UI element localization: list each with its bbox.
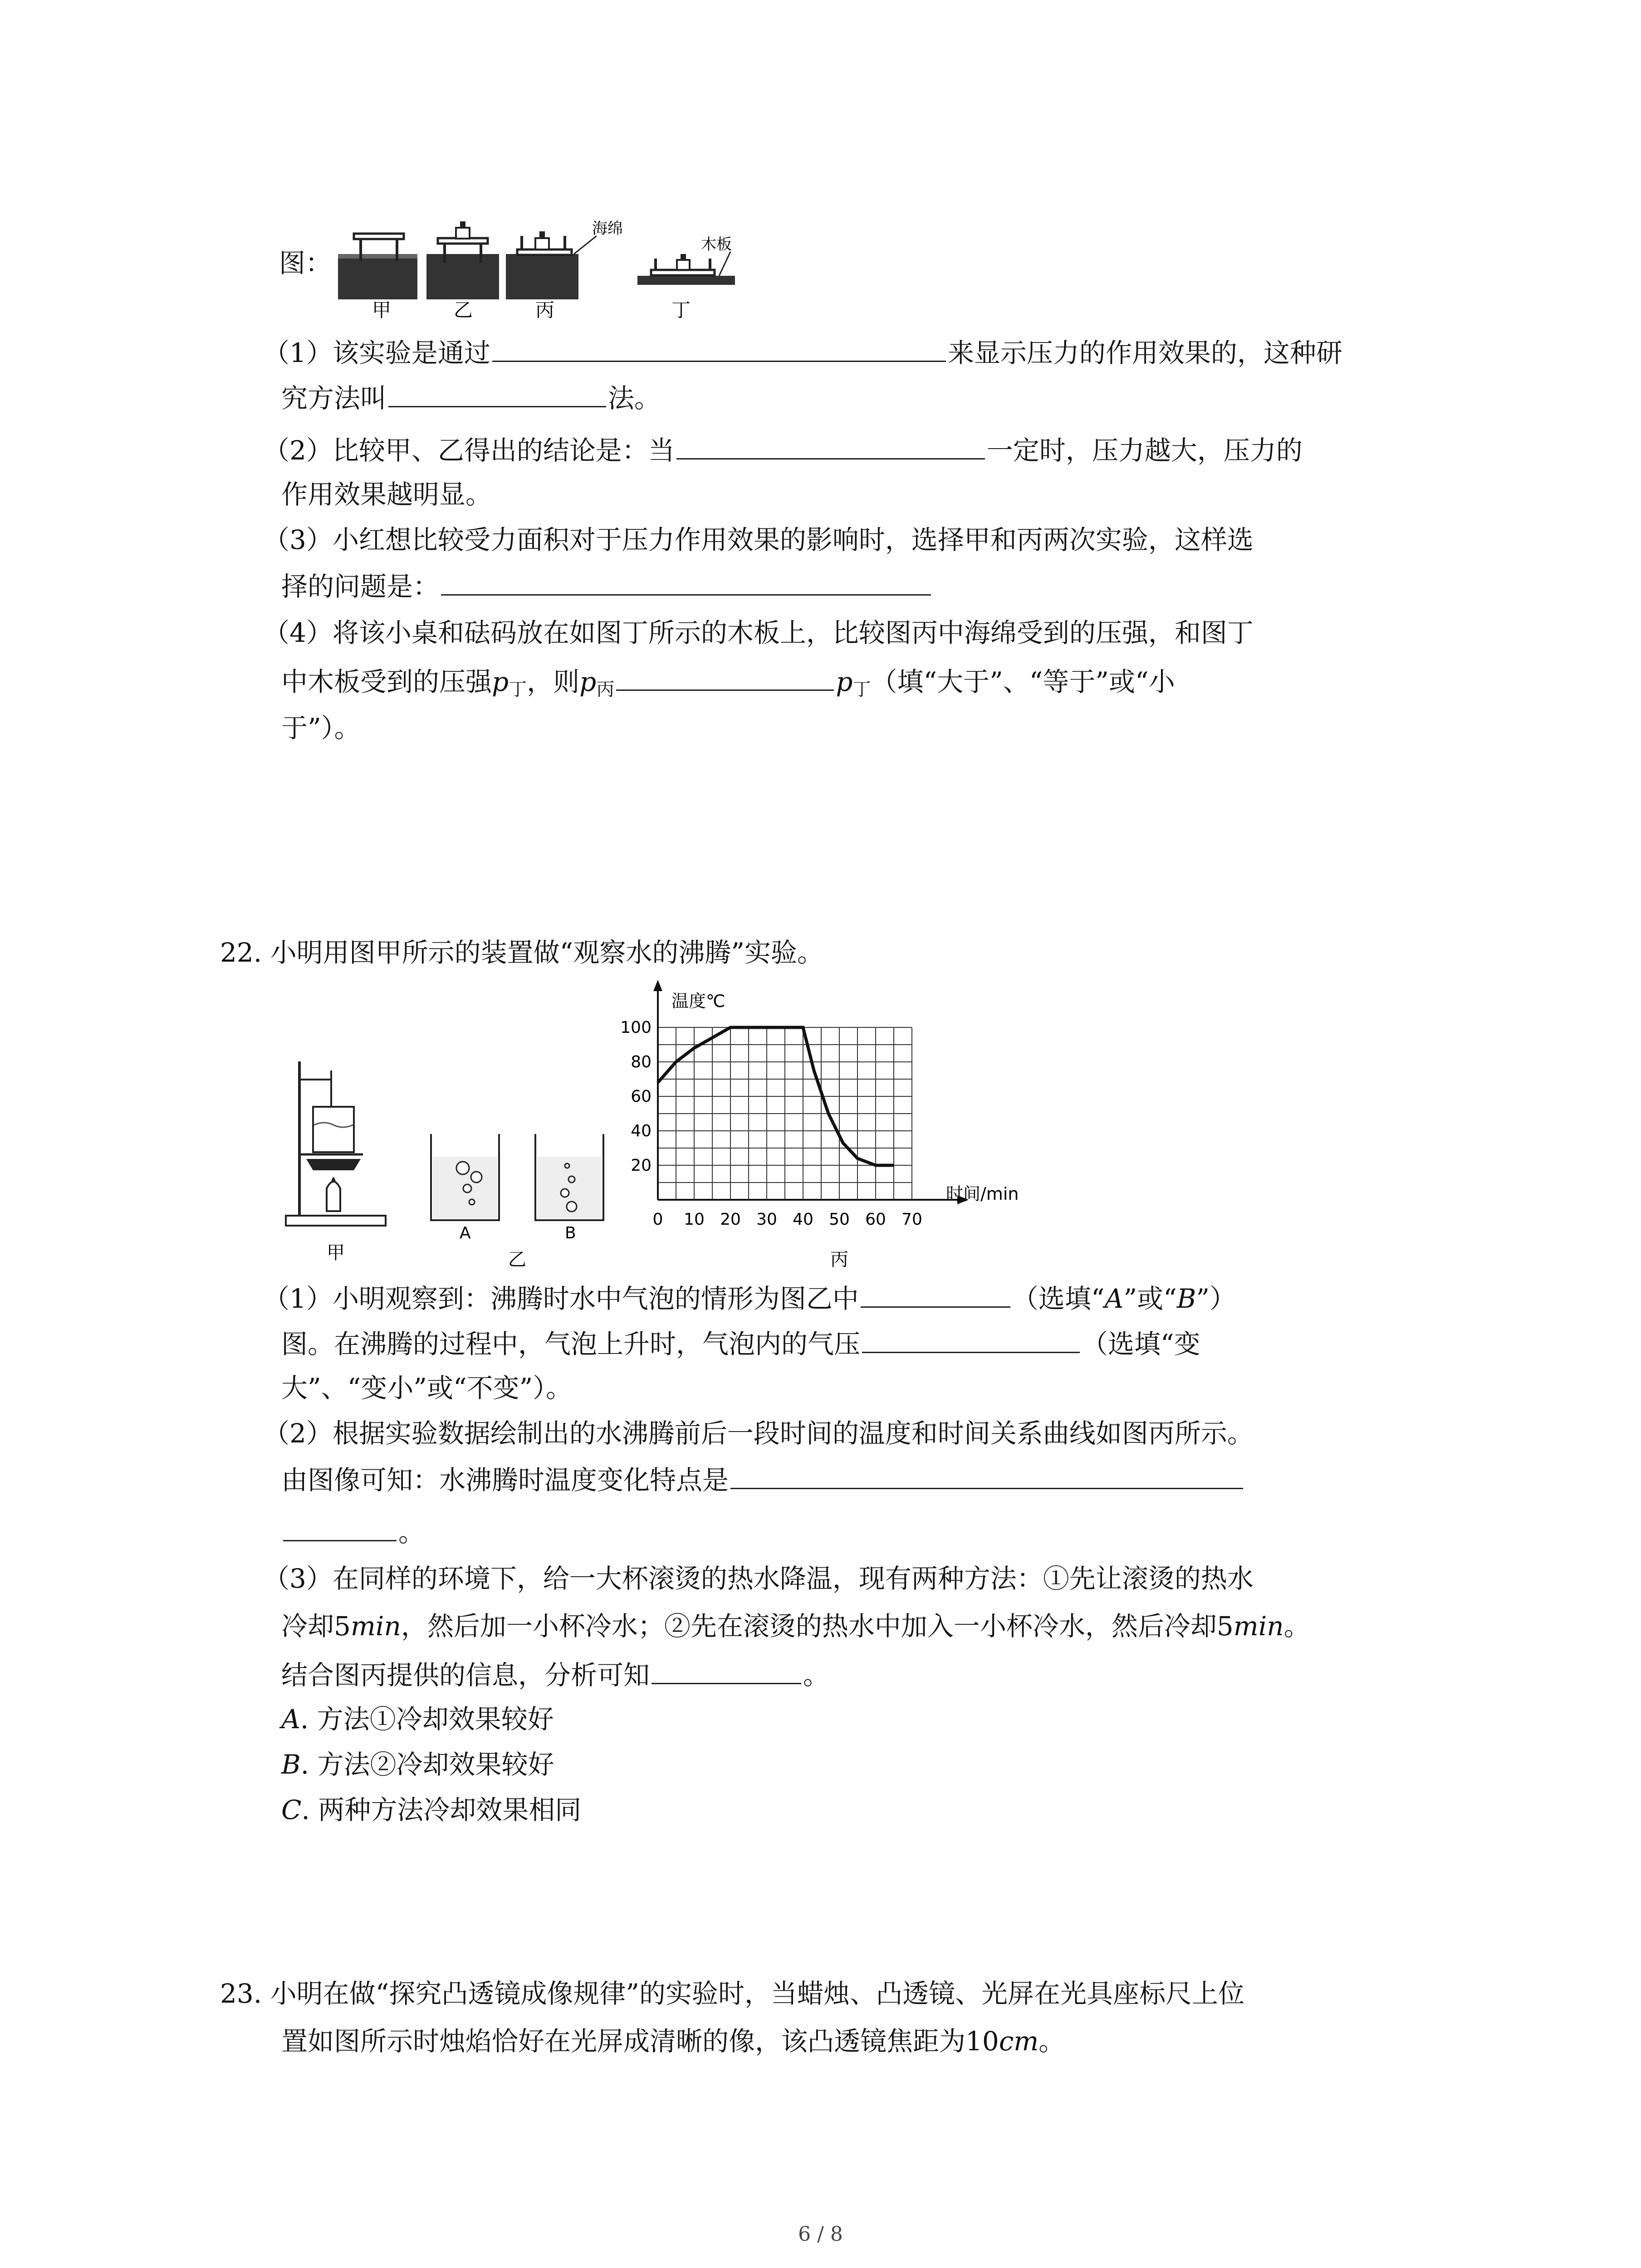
iron-stand-jia — [286, 1061, 386, 1263]
chart-y-label: 温度℃ — [671, 991, 725, 1011]
label-jia: 甲 — [372, 299, 392, 321]
q21-p2-text-a: （2）比较甲、乙得出的结论是：当 — [263, 435, 675, 466]
label-chart-bing: 丙 — [830, 1249, 848, 1270]
page-number: 6 / 8 — [798, 2223, 843, 2246]
q22-s1-or: ”或“ — [1123, 1283, 1177, 1314]
q22-s3-text-b1: 冷却5 — [281, 1611, 351, 1642]
pressure-experiment-figure — [336, 218, 744, 331]
q21-p1-text-a: （1）该实验是通过 — [263, 337, 490, 368]
q22-s2-blank-2[interactable] — [283, 1513, 397, 1541]
beaker-B — [535, 1134, 603, 1242]
q22-s3-text-c: 结合图丙提供的信息，分析可知 — [281, 1660, 650, 1691]
q22-s3-text-b2: ，然后加一小杯冷水；②先在滚烫的热水中加入一小杯冷水，然后冷却5 — [401, 1611, 1234, 1642]
label-yi: 乙 — [454, 299, 473, 321]
min-unit: min — [1233, 1611, 1284, 1642]
q21-p2-text-b: 一定时，压力越大，压力的 — [986, 435, 1303, 466]
q21-p4-blank[interactable] — [616, 662, 834, 691]
q21-p2-blank[interactable] — [676, 431, 985, 459]
q22-s2-blank-1[interactable] — [730, 1461, 1243, 1489]
setup-yi — [426, 221, 499, 321]
p-symbol: p — [579, 666, 597, 697]
y-tick-label: 60 — [631, 1087, 652, 1106]
q21-part1-line1 — [263, 333, 1342, 371]
q22-part3-line3 — [281, 1656, 829, 1693]
q21-p4-text-b: 中木板受到的压强 — [281, 666, 492, 697]
cm-unit: cm — [999, 2026, 1039, 2057]
q22-s1-text-d: 图。在沸腾的过程中，气泡上升时，气泡内的气压 — [281, 1329, 861, 1359]
q21-p3-text-b: 择的问题是： — [281, 571, 440, 602]
option-letter: B — [281, 1749, 301, 1780]
chart-ticks — [620, 1018, 922, 1229]
q22-s1-option-A: A — [1104, 1283, 1124, 1314]
q22-s1-text-b: （选填“ — [1012, 1283, 1105, 1314]
label-bing: 丙 — [535, 299, 555, 321]
q21-p1-text-c: 究方法叫 — [281, 383, 387, 414]
q22-stem: 22. 小明用图甲所示的装置做“观察水的沸腾”实验。 — [220, 937, 823, 968]
q21-p1-text-d: 法。 — [608, 383, 661, 414]
x-tick-label: 0 — [652, 1210, 663, 1229]
q21-p1-blank-2[interactable] — [388, 379, 606, 407]
q22-s1-blank-1[interactable] — [861, 1279, 1010, 1308]
p-sub-ding: 丁 — [852, 679, 871, 700]
q21-part4-line1: （4）将该小桌和砝码放在如图丁所示的木板上，比较图丙中海绵受到的压强，和图丁 — [263, 617, 1254, 648]
x-tick-label: 50 — [829, 1210, 850, 1229]
q22-s1-text-e: （选填“变 — [1082, 1329, 1200, 1359]
q23-text-b1: 置如图所示时烛焰恰好在光屏成清晰的像，该凸透镜焦距为10 — [281, 2026, 999, 2057]
option-text: . 方法②冷却效果较好 — [300, 1749, 554, 1780]
chart-x-label: 时间/min — [946, 1184, 1019, 1204]
x-tick-label: 20 — [720, 1210, 741, 1229]
label-sponge: 海绵 — [592, 220, 623, 238]
q21-part3-line2 — [281, 567, 933, 605]
q23-stem-line1: 23. 小明在做“探究凸透镜成像规律”的实验时，当蜡烛、凸透镜、光屏在光具座标尺上位 — [220, 1978, 1244, 2009]
label-beakers-yi: 乙 — [508, 1249, 526, 1270]
q22-s1-blank-2[interactable] — [862, 1325, 1080, 1353]
x-tick-label: 70 — [901, 1210, 922, 1229]
label-board: 木板 — [701, 235, 732, 254]
q22-s3-text-b3: 。 — [1283, 1611, 1310, 1642]
q22-part2-line3 — [281, 1513, 425, 1550]
q21-p3-blank[interactable] — [441, 567, 931, 596]
q21-part4-line2 — [281, 662, 1175, 708]
q21-p1-text-b: 来显示压力的作用效果的，这种研 — [947, 337, 1342, 368]
q22-part1-line3: 大”、“变小”或“不变”）。 — [281, 1373, 573, 1403]
q22-s1-text-c: ”） — [1196, 1283, 1236, 1314]
y-tick-label: 80 — [631, 1053, 652, 1071]
beaker-A — [431, 1134, 499, 1242]
x-tick-label: 60 — [865, 1210, 886, 1229]
setup-jia — [338, 234, 417, 321]
q22-s2-text-c: 。 — [398, 1517, 425, 1548]
option-text: . 两种方法冷却效果相同 — [301, 1794, 582, 1825]
q21-part2-line2: 作用效果越明显。 — [281, 479, 492, 510]
p-sub-ding: 丁 — [509, 679, 527, 700]
q21-part2-line1 — [263, 431, 1303, 469]
q22-part2-line2 — [281, 1461, 1245, 1498]
q21-p4-then: ，则 — [527, 666, 580, 697]
boiling-apparatus-figure — [281, 1052, 644, 1270]
label-beaker-B: B — [565, 1224, 576, 1242]
q23-text-b2: 。 — [1038, 2026, 1065, 2057]
q22-s1-text-a: （1）小明观察到：沸腾时水中气泡的情形为图乙中 — [263, 1283, 859, 1314]
q22-option-A[interactable] — [281, 1701, 554, 1737]
option-letter: C — [281, 1794, 302, 1825]
q22-s1-option-B: B — [1176, 1283, 1196, 1314]
q23-stem-line2 — [281, 2023, 1065, 2059]
q21-p4-tail: （填“大于”、“等于”或“小 — [871, 666, 1175, 697]
option-letter: A — [281, 1704, 300, 1735]
y-tick-label: 100 — [620, 1018, 652, 1037]
q22-s3-blank[interactable] — [652, 1656, 801, 1684]
q21-p1-blank-1[interactable] — [492, 333, 946, 362]
q22-part1-line1 — [263, 1279, 1236, 1317]
q22-option-B[interactable] — [281, 1746, 554, 1783]
option-text: . 方法①冷却效果较好 — [300, 1704, 554, 1735]
x-tick-label: 10 — [684, 1210, 705, 1229]
setup-bing — [506, 220, 623, 321]
label-beaker-A: A — [460, 1224, 471, 1242]
q22-part3-line1: （3）在同样的环境下，给一大杯滚烫的热水降温，现有两种方法：①先让滚烫的热水 — [263, 1563, 1254, 1594]
p-sub-bing: 丙 — [596, 679, 615, 700]
q22-part3-line2 — [281, 1608, 1310, 1644]
q22-option-C[interactable] — [281, 1792, 581, 1828]
y-tick-label: 20 — [631, 1156, 652, 1175]
q21-part4-line3: 于”）。 — [281, 713, 361, 743]
q22-part1-line2 — [281, 1325, 1200, 1362]
figure-prefix: 图： — [279, 248, 332, 279]
p-symbol: p — [492, 666, 509, 697]
y-tick-label: 40 — [631, 1122, 652, 1140]
p-symbol: p — [836, 666, 853, 697]
q22-s3-text-d: 。 — [803, 1660, 830, 1691]
q22-s2-text-b: 由图像可知：水沸腾时温度变化特点是 — [281, 1465, 729, 1496]
q21-part3-line1: （3）小红想比较受力面积对于压力作用效果的影响时，选择甲和丙两次实验，这样选 — [263, 524, 1254, 555]
min-unit: min — [350, 1611, 401, 1642]
y-axis-arrow — [653, 980, 662, 991]
q21-part1-line2 — [281, 379, 661, 416]
temperature-time-chart — [617, 980, 1025, 1279]
q22-part2-line1: （2）根据实验数据绘制出的水沸腾前后一段时间的温度和时间关系曲线如图丙所示。 — [263, 1418, 1254, 1449]
x-tick-label: 30 — [756, 1210, 777, 1229]
x-tick-label: 40 — [793, 1210, 813, 1229]
setup-ding — [637, 235, 735, 321]
label-apparatus-jia: 甲 — [327, 1242, 345, 1263]
chart-axes — [653, 980, 969, 1204]
chart-grid — [658, 1027, 912, 1200]
label-ding: 丁 — [671, 299, 691, 321]
